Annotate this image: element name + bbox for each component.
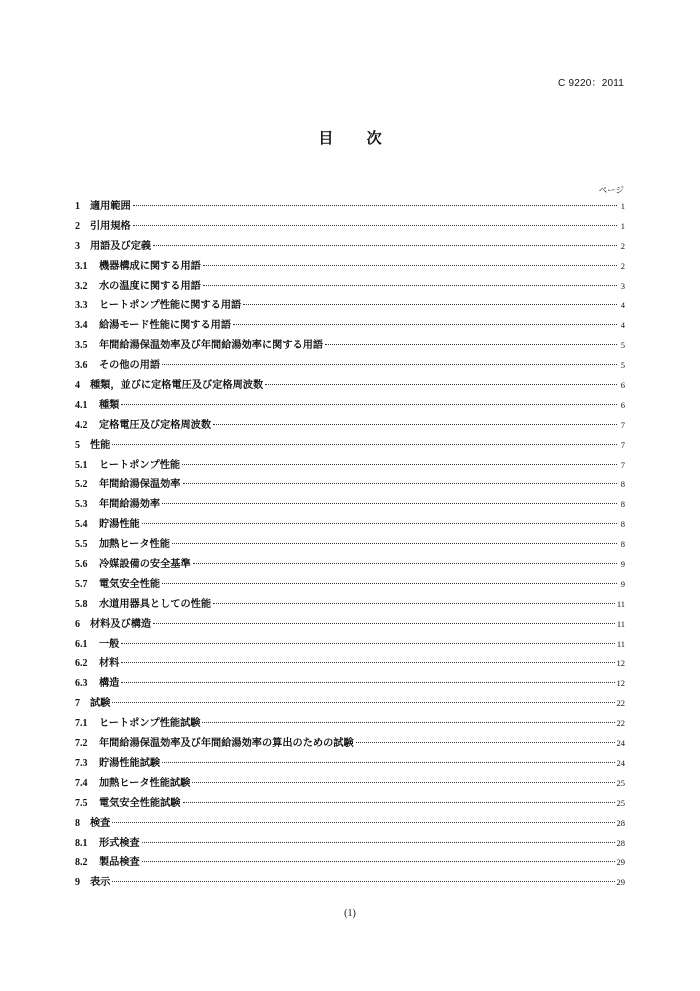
toc-dot-leader (162, 364, 617, 365)
toc-entry-page: 8 (620, 499, 625, 510)
toc-entry-label: 加熱ヒータ性能 (99, 539, 170, 551)
toc-entry-number: 8.1 (75, 837, 88, 849)
toc-entry-label: 給湯モード性能に関する用語 (99, 320, 232, 332)
toc-entry[interactable] (75, 555, 625, 575)
toc-entry-page: 8 (620, 519, 625, 530)
toc-dot-leader (213, 603, 615, 604)
toc-entry-label: 試験 (90, 698, 111, 710)
toc-dot-leader (325, 344, 617, 345)
toc-entry-number: 8 (75, 817, 80, 829)
toc-entry[interactable] (75, 376, 625, 396)
toc-dot-leader (162, 583, 617, 584)
toc-entry[interactable] (75, 217, 625, 237)
toc-dot-leader (233, 324, 617, 325)
toc-entry-label: その他の用語 (99, 360, 161, 372)
toc-entry-label: ヒートポンプ性能 (99, 459, 181, 471)
toc-entry-number: 5.3 (75, 499, 88, 511)
toc-entry[interactable] (75, 834, 625, 854)
toc-entry[interactable] (75, 396, 625, 416)
toc-dot-leader (203, 265, 617, 266)
toc-dot-leader (172, 543, 617, 544)
toc-dot-leader (192, 782, 614, 783)
toc-entry-label: 年間給湯保温効率及び年間給湯効率の算出のための試験 (99, 738, 354, 750)
toc-entry-number: 3.1 (75, 260, 88, 272)
toc-entry-page: 4 (620, 300, 625, 311)
toc-entry[interactable] (75, 853, 625, 873)
toc-entry-label: ヒートポンプ性能に関する用語 (99, 300, 242, 312)
toc-entry-page: 9 (620, 559, 625, 570)
toc-dot-leader (356, 742, 615, 743)
toc-entry-number: 6.2 (75, 658, 88, 670)
toc-entry-number: 5.8 (75, 598, 88, 610)
toc-entry[interactable] (75, 714, 625, 734)
toc-entry-page: 28 (616, 817, 625, 828)
toc-entry-label: 引用規格 (90, 220, 131, 232)
toc-entry-number: 1 (75, 201, 80, 212)
toc-entry-label: 年間給湯効率 (99, 499, 161, 511)
toc-entry-page: 22 (616, 718, 625, 729)
toc-entry-label: 種類，並びに定格電圧及び定格周波数 (90, 380, 264, 392)
toc-entry-number: 7.5 (75, 797, 88, 809)
toc-entry-number: 2 (75, 220, 80, 232)
toc-entry[interactable] (75, 237, 625, 257)
toc-entry-page: 12 (616, 678, 625, 689)
toc-dot-leader (203, 285, 617, 286)
toc-entry-page: 8 (620, 479, 625, 490)
toc-dot-leader (142, 842, 615, 843)
toc-entry-label: ヒートポンプ性能試験 (99, 718, 201, 730)
toc-dot-leader (153, 245, 617, 246)
toc-entry[interactable] (75, 535, 625, 555)
toc-entry-page: 6 (620, 399, 625, 410)
toc-entry-number: 3.2 (75, 280, 88, 292)
page-folio: (1) (344, 908, 356, 919)
toc-entry-number: 5.5 (75, 539, 88, 551)
toc-entry-number: 6.3 (75, 678, 88, 690)
toc-entry-number: 3.3 (75, 300, 88, 312)
toc-entry-label: 電気安全性能試験 (99, 797, 181, 809)
toc-entry-number: 3.6 (75, 360, 88, 372)
toc-entry-number: 6.1 (75, 638, 88, 650)
toc-entry-label: 定格電圧及び定格周波数 (99, 419, 212, 431)
toc-dot-leader (112, 444, 617, 445)
toc-entry-page: 11 (616, 598, 625, 609)
toc-entry-page: 24 (616, 757, 625, 768)
toc-entry-number: 5.2 (75, 479, 88, 491)
toc-dot-leader (153, 623, 615, 624)
toc-dot-leader (162, 503, 617, 504)
toc-entry[interactable] (75, 635, 625, 655)
toc-entry[interactable] (75, 615, 625, 635)
toc-entry-number: 5.4 (75, 519, 88, 531)
toc-entry-number: 3.5 (75, 340, 88, 352)
toc-entry-label: 性能 (90, 439, 111, 451)
toc-entry[interactable] (75, 257, 625, 277)
toc-entry-page: 6 (620, 380, 625, 391)
toc-dot-leader (133, 225, 617, 226)
toc-entry-label: 製品検査 (99, 857, 140, 869)
toc-entry-label: 水の温度に関する用語 (99, 280, 201, 292)
toc-entry[interactable] (75, 754, 625, 774)
toc-entry-page: 11 (616, 618, 625, 629)
toc-entry-page: 29 (616, 877, 625, 888)
toc-entry[interactable] (75, 774, 625, 794)
toc-entry[interactable] (75, 694, 625, 714)
toc-entry-label: 貯湯性能 (99, 519, 140, 531)
toc-entry-label: 冷媒設備の安全基準 (99, 559, 191, 571)
toc-entry-label: 構造 (99, 678, 120, 690)
toc-entry-number: 5 (75, 439, 80, 451)
toc-dot-leader (162, 762, 614, 763)
toc-dot-leader (112, 881, 614, 882)
toc-dot-leader (243, 304, 617, 305)
toc-entry-page: 8 (620, 539, 625, 550)
toc-entry[interactable] (75, 595, 625, 615)
toc-entry[interactable] (75, 515, 625, 535)
toc-entry-page: 11 (616, 638, 625, 649)
toc-entry-label: 種類 (99, 399, 120, 411)
toc-entry-number: 7.3 (75, 757, 88, 769)
toc-entry-page: 25 (616, 797, 625, 808)
toc-entry-page: 7 (620, 439, 625, 450)
toc-entry-label: 水道用器具としての性能 (99, 598, 212, 610)
toc-entry-number: 3.4 (75, 320, 88, 332)
toc-entry[interactable] (75, 575, 625, 595)
toc-dot-leader (213, 424, 617, 425)
toc-entry[interactable] (75, 356, 625, 376)
toc-entry[interactable] (75, 296, 625, 316)
toc-entry-page: 2 (620, 260, 625, 271)
toc-entry[interactable] (75, 873, 625, 893)
toc-entry-number: 9 (75, 877, 80, 889)
toc-dot-leader (183, 802, 615, 803)
toc-entry-number: 5.7 (75, 578, 88, 590)
toc-entry-page: 3 (620, 280, 625, 291)
table-of-contents (75, 197, 625, 893)
toc-entry-number: 4 (75, 380, 80, 392)
toc-entry-number: 8.2 (75, 857, 88, 869)
toc-entry-page: 2 (620, 240, 625, 251)
toc-entry[interactable] (75, 814, 625, 834)
toc-dot-leader (182, 464, 617, 465)
toc-dot-leader (193, 563, 617, 564)
toc-dot-leader (183, 483, 618, 484)
toc-entry-label: 材料 (99, 658, 120, 670)
toc-entry[interactable] (75, 674, 625, 694)
toc-entry[interactable] (75, 316, 625, 336)
toc-entry-number: 5.1 (75, 459, 88, 471)
page-title: 目 次 (318, 129, 396, 147)
toc-dot-leader (142, 861, 615, 862)
toc-entry[interactable] (75, 654, 625, 674)
toc-entry-label: 年間給湯保温効率及び年間給湯効率に関する用語 (99, 340, 324, 352)
toc-dot-leader (112, 822, 614, 823)
toc-entry-page: 9 (620, 578, 625, 589)
toc-entry[interactable] (75, 436, 625, 456)
toc-entry-number: 6 (75, 618, 80, 630)
toc-entry-number: 4.1 (75, 399, 88, 411)
toc-entry-number: 7 (75, 698, 80, 710)
toc-entry[interactable] (75, 336, 625, 356)
toc-entry-number: 4.2 (75, 419, 88, 431)
toc-entry-page: 28 (616, 837, 625, 848)
toc-entry[interactable] (75, 277, 625, 297)
toc-entry-label: 材料及び構造 (90, 618, 152, 630)
standard-number: C 9220：2011 (558, 78, 624, 89)
toc-dot-leader (112, 702, 614, 703)
toc-entry-page: 1 (620, 220, 625, 231)
toc-entry[interactable] (75, 197, 625, 217)
toc-entry-label: 貯湯性能試験 (99, 757, 161, 769)
toc-entry-label: 電気安全性能 (99, 578, 161, 590)
toc-entry-page: 25 (616, 777, 625, 788)
toc-entry-page: 12 (616, 658, 625, 669)
toc-entry[interactable] (75, 416, 625, 436)
toc-entry-page: 29 (616, 857, 625, 868)
toc-entry-label: 年間給湯保温効率 (99, 479, 181, 491)
toc-entry[interactable] (75, 475, 625, 495)
page-column-label: ページ (598, 186, 624, 196)
toc-dot-leader (121, 682, 614, 683)
toc-dot-leader (133, 205, 617, 206)
toc-entry[interactable] (75, 456, 625, 476)
toc-entry-page: 7 (620, 459, 625, 470)
toc-entry-number: 7.4 (75, 777, 88, 789)
toc-entry-label: 適用範囲 (90, 201, 131, 212)
toc-entry-label: 一般 (99, 638, 120, 650)
toc-entry-label: 形式検査 (99, 837, 140, 849)
toc-dot-leader (142, 523, 617, 524)
toc-dot-leader (121, 404, 617, 405)
toc-entry-number: 7.1 (75, 718, 88, 730)
toc-entry-page: 5 (620, 360, 625, 371)
toc-entry[interactable] (75, 495, 625, 515)
toc-entry-page: 4 (620, 320, 625, 331)
toc-entry-label: 加熱ヒータ性能試験 (99, 777, 191, 789)
toc-entry-page: 22 (616, 698, 625, 709)
toc-entry-label: 検査 (90, 817, 111, 829)
toc-dot-leader (202, 722, 614, 723)
toc-entry-page: 24 (616, 738, 625, 749)
toc-entry-page: 7 (620, 419, 625, 430)
toc-entry-number: 3 (75, 240, 80, 252)
toc-dot-leader (265, 384, 617, 385)
toc-entry-label: 表示 (90, 877, 111, 889)
toc-entry-label: 用語及び定義 (90, 240, 152, 252)
toc-entry-page: 5 (620, 340, 625, 351)
toc-entry-label: 機器構成に関する用語 (99, 260, 201, 272)
toc-entry[interactable] (75, 734, 625, 754)
toc-entry-number: 5.6 (75, 559, 88, 571)
toc-entry-page: 1 (620, 201, 625, 211)
toc-entry-number: 7.2 (75, 738, 88, 750)
toc-dot-leader (121, 643, 614, 644)
toc-dot-leader (121, 662, 614, 663)
toc-entry[interactable] (75, 794, 625, 814)
